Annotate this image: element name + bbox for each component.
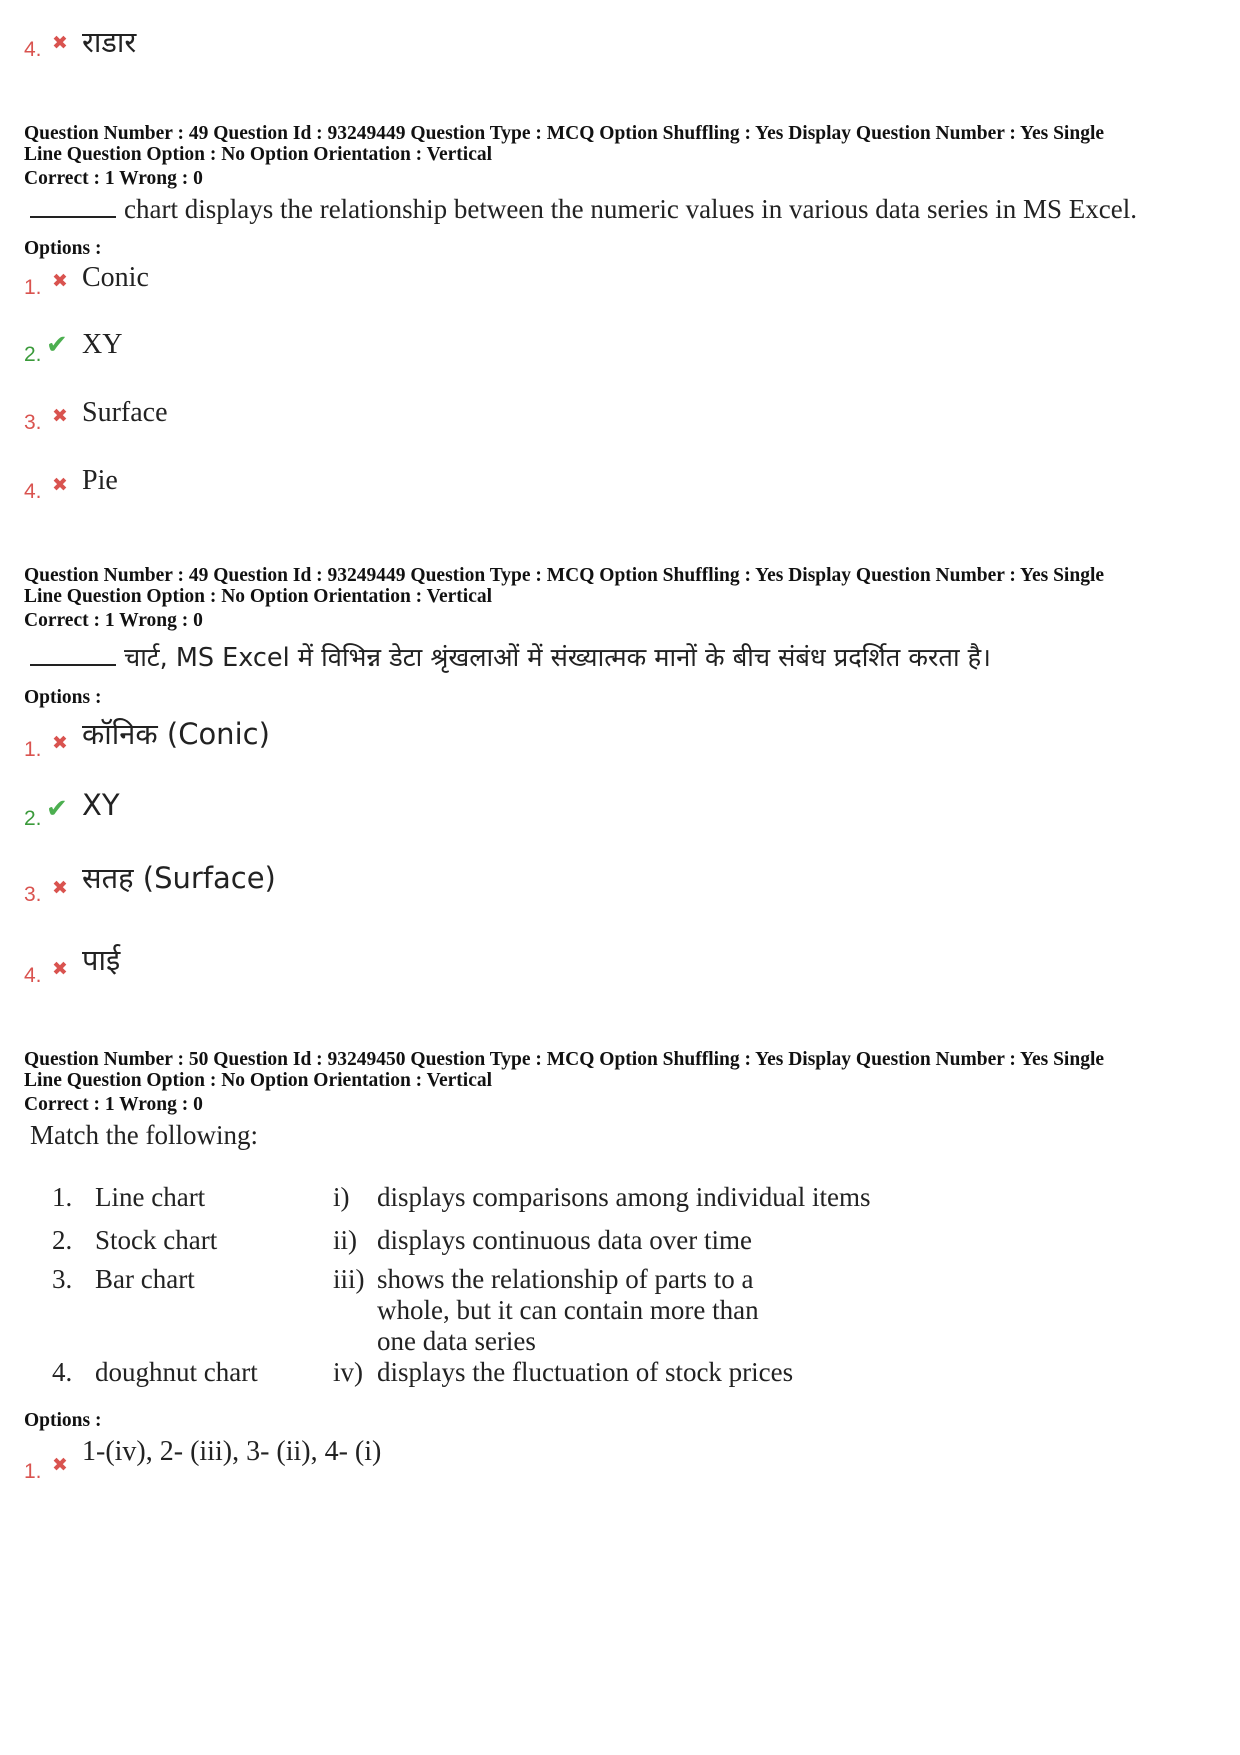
option-number: 2. <box>24 807 42 830</box>
match-right-item: whole, but it can contain more than <box>377 1295 759 1325</box>
wrong-mark-icon: ✖ <box>52 405 68 427</box>
option-text: राडार <box>82 25 137 59</box>
marks-info: Correct : 1 Wrong : 0 <box>24 168 203 189</box>
match-right-item: shows the relationship of parts to a <box>377 1264 754 1294</box>
marks-info: Correct : 1 Wrong : 0 <box>24 1094 203 1115</box>
match-left-item: Line chart <box>95 1182 206 1212</box>
match-row-number: 3. <box>52 1264 73 1294</box>
match-roman-label: ii) <box>333 1225 357 1255</box>
question-meta <box>24 565 1219 607</box>
wrong-mark-icon: ✖ <box>52 474 68 496</box>
correct-check-icon: ✔ <box>46 794 68 824</box>
match-row-number: 4. <box>52 1357 73 1387</box>
question-text: Match the following: <box>30 1120 258 1150</box>
match-roman-label: iv) <box>333 1357 363 1387</box>
option-text: Pie <box>82 465 118 496</box>
question-meta <box>24 123 1219 165</box>
correct-check-icon: ✔ <box>46 330 68 360</box>
match-row-number: 1. <box>52 1182 73 1212</box>
meta-line-1: Question Number : 49 Question Id : 93249449 Question Type : MCQ Option Shuffling : Yes Display Question Number : Yes Single <box>24 123 1105 144</box>
option-text: Conic <box>82 262 149 293</box>
marks-info: Correct : 1 Wrong : 0 <box>24 610 203 631</box>
meta-line-2: Line Question Option : No Option Orientation : Vertical <box>24 144 493 165</box>
match-row-number: 2. <box>52 1225 73 1255</box>
option-text: 1-(iv), 2- (iii), 3- (ii), 4- (i) <box>82 1436 382 1467</box>
question-text-body: chart displays the relationship between the numeric values in various data series in MS Excel. <box>124 194 1137 224</box>
option-number: 2. <box>24 343 42 366</box>
option-text: XY <box>82 329 123 360</box>
match-left-item: Stock chart <box>95 1225 218 1255</box>
match-right-item: displays comparisons among individual items <box>377 1182 871 1212</box>
option-number: 1. <box>24 276 42 299</box>
option-text: कॉनिक (Conic) <box>82 717 270 751</box>
options-label: Options : <box>24 238 102 259</box>
match-roman-label: iii) <box>333 1264 365 1294</box>
option-text: XY <box>82 788 120 822</box>
option-text: सतह (Surface) <box>82 861 276 895</box>
wrong-mark-icon: ✖ <box>52 958 68 980</box>
meta-line-2: Line Question Option : No Option Orientation : Vertical <box>24 1070 493 1091</box>
match-left-item: Bar chart <box>95 1264 195 1294</box>
question-meta <box>24 1049 1219 1091</box>
options-label: Options : <box>24 1410 102 1431</box>
question-text <box>30 640 991 674</box>
option-number: 1. <box>24 1460 42 1483</box>
option-number: 4. <box>24 480 42 503</box>
meta-line-1: Question Number : 49 Question Id : 93249449 Question Type : MCQ Option Shuffling : Yes Display Question Number : Yes Single <box>24 565 1105 586</box>
options-label: Options : <box>24 687 102 708</box>
wrong-mark-icon: ✖ <box>52 32 68 54</box>
option-number: 4. <box>24 964 42 987</box>
blank-line <box>30 664 116 666</box>
meta-line-2: Line Question Option : No Option Orientation : Vertical <box>24 586 493 607</box>
match-right-item: displays continuous data over time <box>377 1225 752 1255</box>
wrong-mark-icon: ✖ <box>52 270 68 292</box>
option-text: Surface <box>82 397 168 428</box>
wrong-mark-icon: ✖ <box>52 877 68 899</box>
match-right-item: displays the fluctuation of stock prices <box>377 1357 794 1387</box>
question-text-body: चार्ट, MS Excel में विभिन्न डेटा श्रृंखलाओं में संख्यात्मक मानों के बीच संबंध प्रदर्शित करता है। <box>124 643 991 673</box>
wrong-mark-icon: ✖ <box>52 1454 68 1476</box>
option-number: 3. <box>24 883 42 906</box>
question-text <box>30 194 1137 225</box>
match-right-item: one data series <box>377 1326 536 1356</box>
option-number: 4. <box>24 38 42 61</box>
option-text: पाई <box>82 943 121 977</box>
option-number: 3. <box>24 411 42 434</box>
meta-line-1: Question Number : 50 Question Id : 93249450 Question Type : MCQ Option Shuffling : Yes Display Question Number : Yes Single <box>24 1049 1105 1070</box>
match-roman-label: i) <box>333 1182 350 1212</box>
match-left-item: doughnut chart <box>95 1357 258 1387</box>
option-number: 1. <box>24 738 42 761</box>
blank-line <box>30 216 116 218</box>
wrong-mark-icon: ✖ <box>52 732 68 754</box>
